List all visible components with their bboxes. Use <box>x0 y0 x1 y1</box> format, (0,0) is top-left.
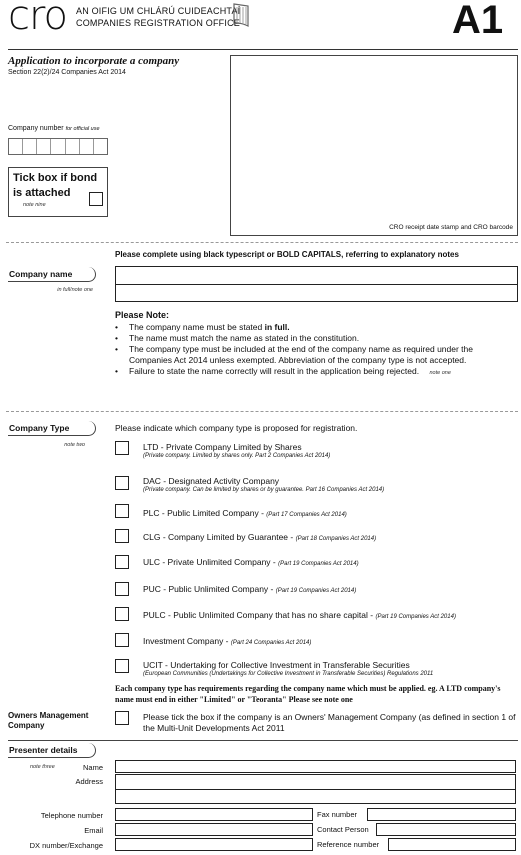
contact-person-label: Contact Person <box>317 825 369 834</box>
owners-management-label: Owners Management Company <box>8 711 89 730</box>
dx-number-field[interactable] <box>115 838 313 851</box>
bond-label-line1: Tick box if bond <box>13 172 98 184</box>
name-field[interactable] <box>115 760 516 773</box>
fax-field[interactable] <box>367 808 516 821</box>
company-type-prompt: Please indicate which company type is proposed for registration. <box>115 423 358 433</box>
clg-option: CLG - Company Limited by Guarantee - (Part 18 Companies Act 2014) <box>143 532 377 542</box>
pulc-option: PULC - Public Unlimited Company that has no share capital - (Part 19 Companies Act 2014) <box>143 610 456 620</box>
contact-person-field[interactable] <box>376 823 516 836</box>
bond-label-line2: is attached <box>13 187 71 199</box>
cro-logo: cro <box>8 0 68 39</box>
agency-name-irish: AN OIFIG UM CHLÁRÚ CUIDEACHTAÍ <box>76 6 241 16</box>
stamp-area <box>230 55 518 236</box>
owners-management-text: Please tick the box if the company is an Owners' Management Company (as defined in section 1 of the Multi-Unit Developments Act 2011 <box>143 712 516 733</box>
harp-icon <box>230 2 252 28</box>
divider-2 <box>6 411 518 412</box>
reference-number-label: Reference number <box>317 840 380 849</box>
address-field[interactable] <box>115 774 516 804</box>
header-rule <box>8 49 518 50</box>
note-item: • The company type must be included at the end of the company name as required under the Companies Act 2014 unless exempted. Abbreviation of the company type is not accepted. <box>112 344 517 366</box>
form-code: A1 <box>452 0 504 42</box>
bond-note: note nine <box>23 202 46 208</box>
company-type-label: Company Type <box>8 421 96 436</box>
dac-checkbox[interactable] <box>115 476 129 490</box>
email-field[interactable] <box>115 823 313 836</box>
telephone-label: Telephone number <box>40 811 103 820</box>
stamp-caption: CRO receipt date stamp and CRO barcode <box>389 224 513 231</box>
clg-checkbox[interactable] <box>115 529 129 543</box>
application-title: Application to incorporate a company <box>8 55 180 67</box>
investment-company-option: Investment Company - (Part 24 Companies Act 2014) <box>143 636 312 646</box>
company-name-label: Company name <box>8 267 96 282</box>
company-number-label-text: Company number <box>8 125 64 132</box>
note-item: • The name must match the name as stated in the constitution. <box>112 333 517 344</box>
plc-option: PLC - Public Limited Company - (Part 17 Companies Act 2014) <box>143 508 347 518</box>
puc-checkbox[interactable] <box>115 582 129 596</box>
please-note-title: Please Note: <box>115 310 170 320</box>
note-item: • Failure to state the name correctly will result in the application being rejected. note one <box>112 366 517 379</box>
owners-management-checkbox[interactable] <box>115 711 129 725</box>
company-name-notes <box>112 322 517 379</box>
ulc-checkbox[interactable] <box>115 555 129 569</box>
bond-box <box>8 167 108 217</box>
puc-option: PUC - Public Unlimited Company - (Part 19 Companies Act 2014) <box>143 584 357 594</box>
telephone-field[interactable] <box>115 808 313 821</box>
company-number-field[interactable] <box>8 138 108 155</box>
agency-name-english: COMPANIES REGISTRATION OFFICE <box>76 18 240 28</box>
instructions: Please complete using black typescript or BOLD CAPITALS, referring to explanatory notes <box>115 250 459 259</box>
company-number-hint: for official use <box>65 126 100 132</box>
address-label: Address <box>75 777 103 786</box>
ucit-option: UCIT - Undertaking for Collective Investment in Transferable Securities (European Communities (Undertakings for Collective Investment in Transferable Securities) Regulations 2011 <box>143 660 434 677</box>
divider-3 <box>8 740 518 741</box>
company-type-note: note two <box>64 442 85 448</box>
company-number-label <box>8 125 100 132</box>
dac-option: DAC - Designated Activity Company (Private company. Can be limited by shares or by guarantee. Part 16 Companies Act 2014) <box>143 476 385 493</box>
ltd-checkbox[interactable] <box>115 441 129 455</box>
email-label: Email <box>84 826 103 835</box>
company-name-field[interactable] <box>115 266 518 302</box>
ulc-option: ULC - Private Unlimited Company - (Part 19 Companies Act 2014) <box>143 557 359 567</box>
company-name-note: in full/note one <box>57 287 93 293</box>
note-item: • The company name must be stated in full. <box>112 322 517 333</box>
ltd-option: LTD - Private Company Limited by Shares (Private company. Limited by shares only. Part 2 Companies Act 2014) <box>143 442 331 459</box>
fax-label: Fax number <box>317 810 358 819</box>
presenter-details-label: Presenter details <box>8 743 96 758</box>
application-section: Section 22(2)/24 Companies Act 2014 <box>8 69 126 76</box>
divider-1 <box>6 242 518 243</box>
company-type-requirement: Each company type has requirements regarding the company name which must be applied. eg. A LTD company's name must end in either "Limited" or "Teoranta" Please see note one <box>115 684 501 704</box>
header <box>0 0 521 48</box>
presenter-note: note three <box>30 764 55 770</box>
dx-number-label: DX number/Exchange <box>29 841 103 850</box>
plc-checkbox[interactable] <box>115 504 129 518</box>
investment-company-checkbox[interactable] <box>115 633 129 647</box>
pulc-checkbox[interactable] <box>115 607 129 621</box>
ucit-checkbox[interactable] <box>115 659 129 673</box>
bond-checkbox[interactable] <box>89 192 103 206</box>
name-label: Name <box>82 763 103 772</box>
reference-number-field[interactable] <box>388 838 516 851</box>
